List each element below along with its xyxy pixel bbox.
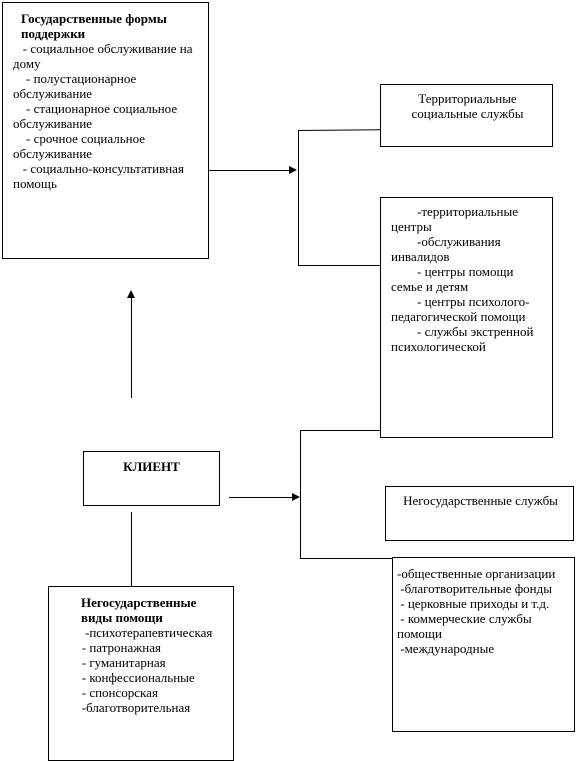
bracket-lower-top bbox=[300, 430, 380, 431]
bracket-upper-bottom bbox=[298, 265, 380, 266]
bracket-upper-top bbox=[298, 129, 380, 131]
bracket-upper-vertical bbox=[298, 130, 299, 265]
territorial-list-item: - центры помощи семье и детям bbox=[391, 264, 517, 294]
territorial-services-label: Территориальные социальные службы bbox=[411, 91, 524, 121]
territorial-services-box bbox=[380, 84, 553, 147]
territorial-list-item: -территориальные центры bbox=[391, 204, 522, 234]
territorial-list-item: - службы экстренной психологической bbox=[391, 324, 537, 354]
state-item-urgent: - срочное социальное обслуживание bbox=[13, 131, 149, 161]
nonstate-list-box bbox=[392, 557, 575, 732]
nonstate-help-item: - конфессиональные bbox=[59, 670, 195, 685]
arrow-right-icon bbox=[289, 166, 297, 174]
nonstate-help-item: - патронажная bbox=[59, 640, 161, 655]
state-item-stationary: - стационарное социальное обслуживание bbox=[13, 101, 181, 131]
nonstate-services-box bbox=[385, 486, 574, 541]
nonstate-help-item: -благотворительная bbox=[59, 700, 191, 715]
bracket-lower-bottom bbox=[300, 558, 392, 559]
territorial-list-item: - центры психолого-педагогической помощи bbox=[391, 294, 530, 324]
state-item-semistationary: - полустационарное обслуживание bbox=[13, 71, 140, 101]
territorial-list-box bbox=[380, 197, 553, 438]
connector-state-to-bracket bbox=[209, 170, 291, 171]
nonstate-help-box bbox=[48, 586, 234, 761]
bracket-lower-vertical bbox=[300, 430, 301, 559]
nonstate-help-title: Негосударственные виды помощи bbox=[81, 595, 197, 625]
arrow-right-icon bbox=[292, 493, 300, 501]
nonstate-list-item: -международные bbox=[397, 641, 495, 656]
nonstate-list-item: -благотворительные фонды bbox=[397, 581, 552, 596]
arrow-up-icon bbox=[127, 290, 135, 298]
nonstate-help-item: - спонсорская bbox=[59, 685, 158, 700]
nonstate-list-item: - церковные приходы и т.д. bbox=[397, 596, 550, 611]
nonstate-list-item: -общественные организации bbox=[397, 566, 556, 581]
nonstate-help-item: - гуманитарная bbox=[59, 655, 166, 670]
state-support-box bbox=[2, 2, 209, 259]
client-label: КЛИЕНТ bbox=[123, 459, 180, 474]
territorial-list-item: -обслуживания инвалидов bbox=[391, 234, 504, 264]
nonstate-services-label: Негосударственные службы bbox=[403, 493, 558, 508]
client-box bbox=[83, 451, 220, 506]
state-item-consultative: - социально-консультативная помощь bbox=[13, 161, 188, 191]
state-support-title: Государственные формы поддержки bbox=[21, 11, 167, 41]
connector-client-up bbox=[131, 298, 132, 398]
nonstate-list-item: - коммерческие службы помощи bbox=[397, 611, 535, 641]
connector-client-right bbox=[229, 497, 293, 498]
state-item-home: - социальное обслуживание на дому bbox=[13, 41, 196, 71]
connector-client-down bbox=[131, 512, 132, 586]
nonstate-help-item: -психотерапевтическая bbox=[59, 625, 213, 640]
